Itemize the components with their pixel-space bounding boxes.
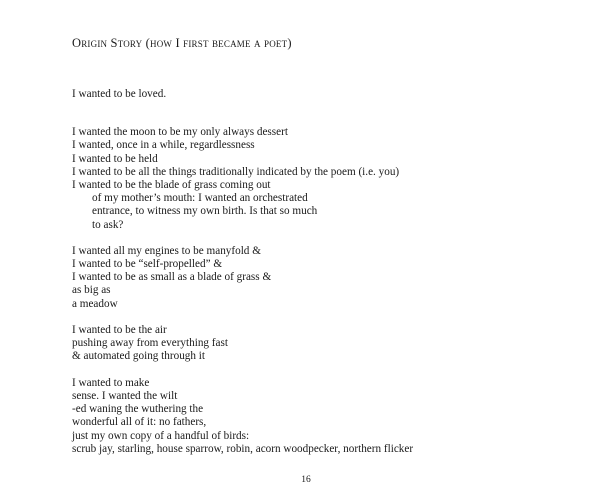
- page-number: 16: [301, 475, 311, 485]
- poem-line: I wanted, once in a while, regardlessness: [72, 139, 255, 152]
- stanza: [72, 324, 572, 364]
- poem-line: I wanted to make: [72, 376, 150, 389]
- poem-title-subtitle: (how I first became a poet): [145, 36, 292, 50]
- poem-line: I wanted to be all the things traditionally indicated by the poem (i.e. you): [72, 165, 400, 178]
- stanza-break: [72, 311, 572, 324]
- poem-line: I wanted to be the air: [72, 324, 167, 336]
- stanza: [72, 377, 572, 456]
- stanza: [72, 88, 572, 101]
- poem-line-indented: to ask?: [92, 218, 124, 231]
- poem-body: [72, 88, 572, 456]
- poem-title: [72, 36, 292, 51]
- poem-line: a meadow: [72, 297, 118, 310]
- poem-line: as big as: [72, 284, 111, 297]
- poem-line: I wanted to be “self-propelled” &: [72, 258, 223, 271]
- poem-line: scrub jay, starling, house sparrow, robin, acorn woodpecker, northern flicker: [72, 442, 414, 455]
- poem-line-indented: entrance, to witness my own birth. Is that so much: [92, 205, 318, 218]
- poem-line: I wanted all my engines to be manyfold &: [72, 244, 261, 257]
- poem-line: I wanted the moon to be my only always dessert: [72, 126, 288, 139]
- poem-line: I wanted to be the blade of grass coming out: [72, 178, 271, 191]
- poem-line: I wanted to be held: [72, 152, 158, 165]
- poem-line: sense. I wanted the wilt: [72, 389, 178, 402]
- poem-line: wonderful all of it: no fathers,: [72, 416, 207, 429]
- stanza-break: [72, 364, 572, 377]
- poem-line: -ed waning the wuthering the: [72, 403, 204, 416]
- poem-line: & automated going through it: [72, 350, 205, 363]
- stanza-break: [72, 232, 572, 245]
- stanza: [72, 245, 572, 311]
- poem-line: just my own copy of a handful of birds:: [72, 429, 250, 442]
- stanza-break: [72, 101, 572, 126]
- poem-line-indented: of my mother’s mouth: I wanted an orchestrated: [92, 192, 308, 205]
- poem-line: I wanted to be as small as a blade of grass &: [72, 271, 272, 284]
- poem-title-main: Origin Story: [72, 36, 143, 50]
- poem-line: I wanted to be loved.: [72, 88, 167, 100]
- stanza: [72, 126, 572, 232]
- poem-line: pushing away from everything fast: [72, 337, 228, 350]
